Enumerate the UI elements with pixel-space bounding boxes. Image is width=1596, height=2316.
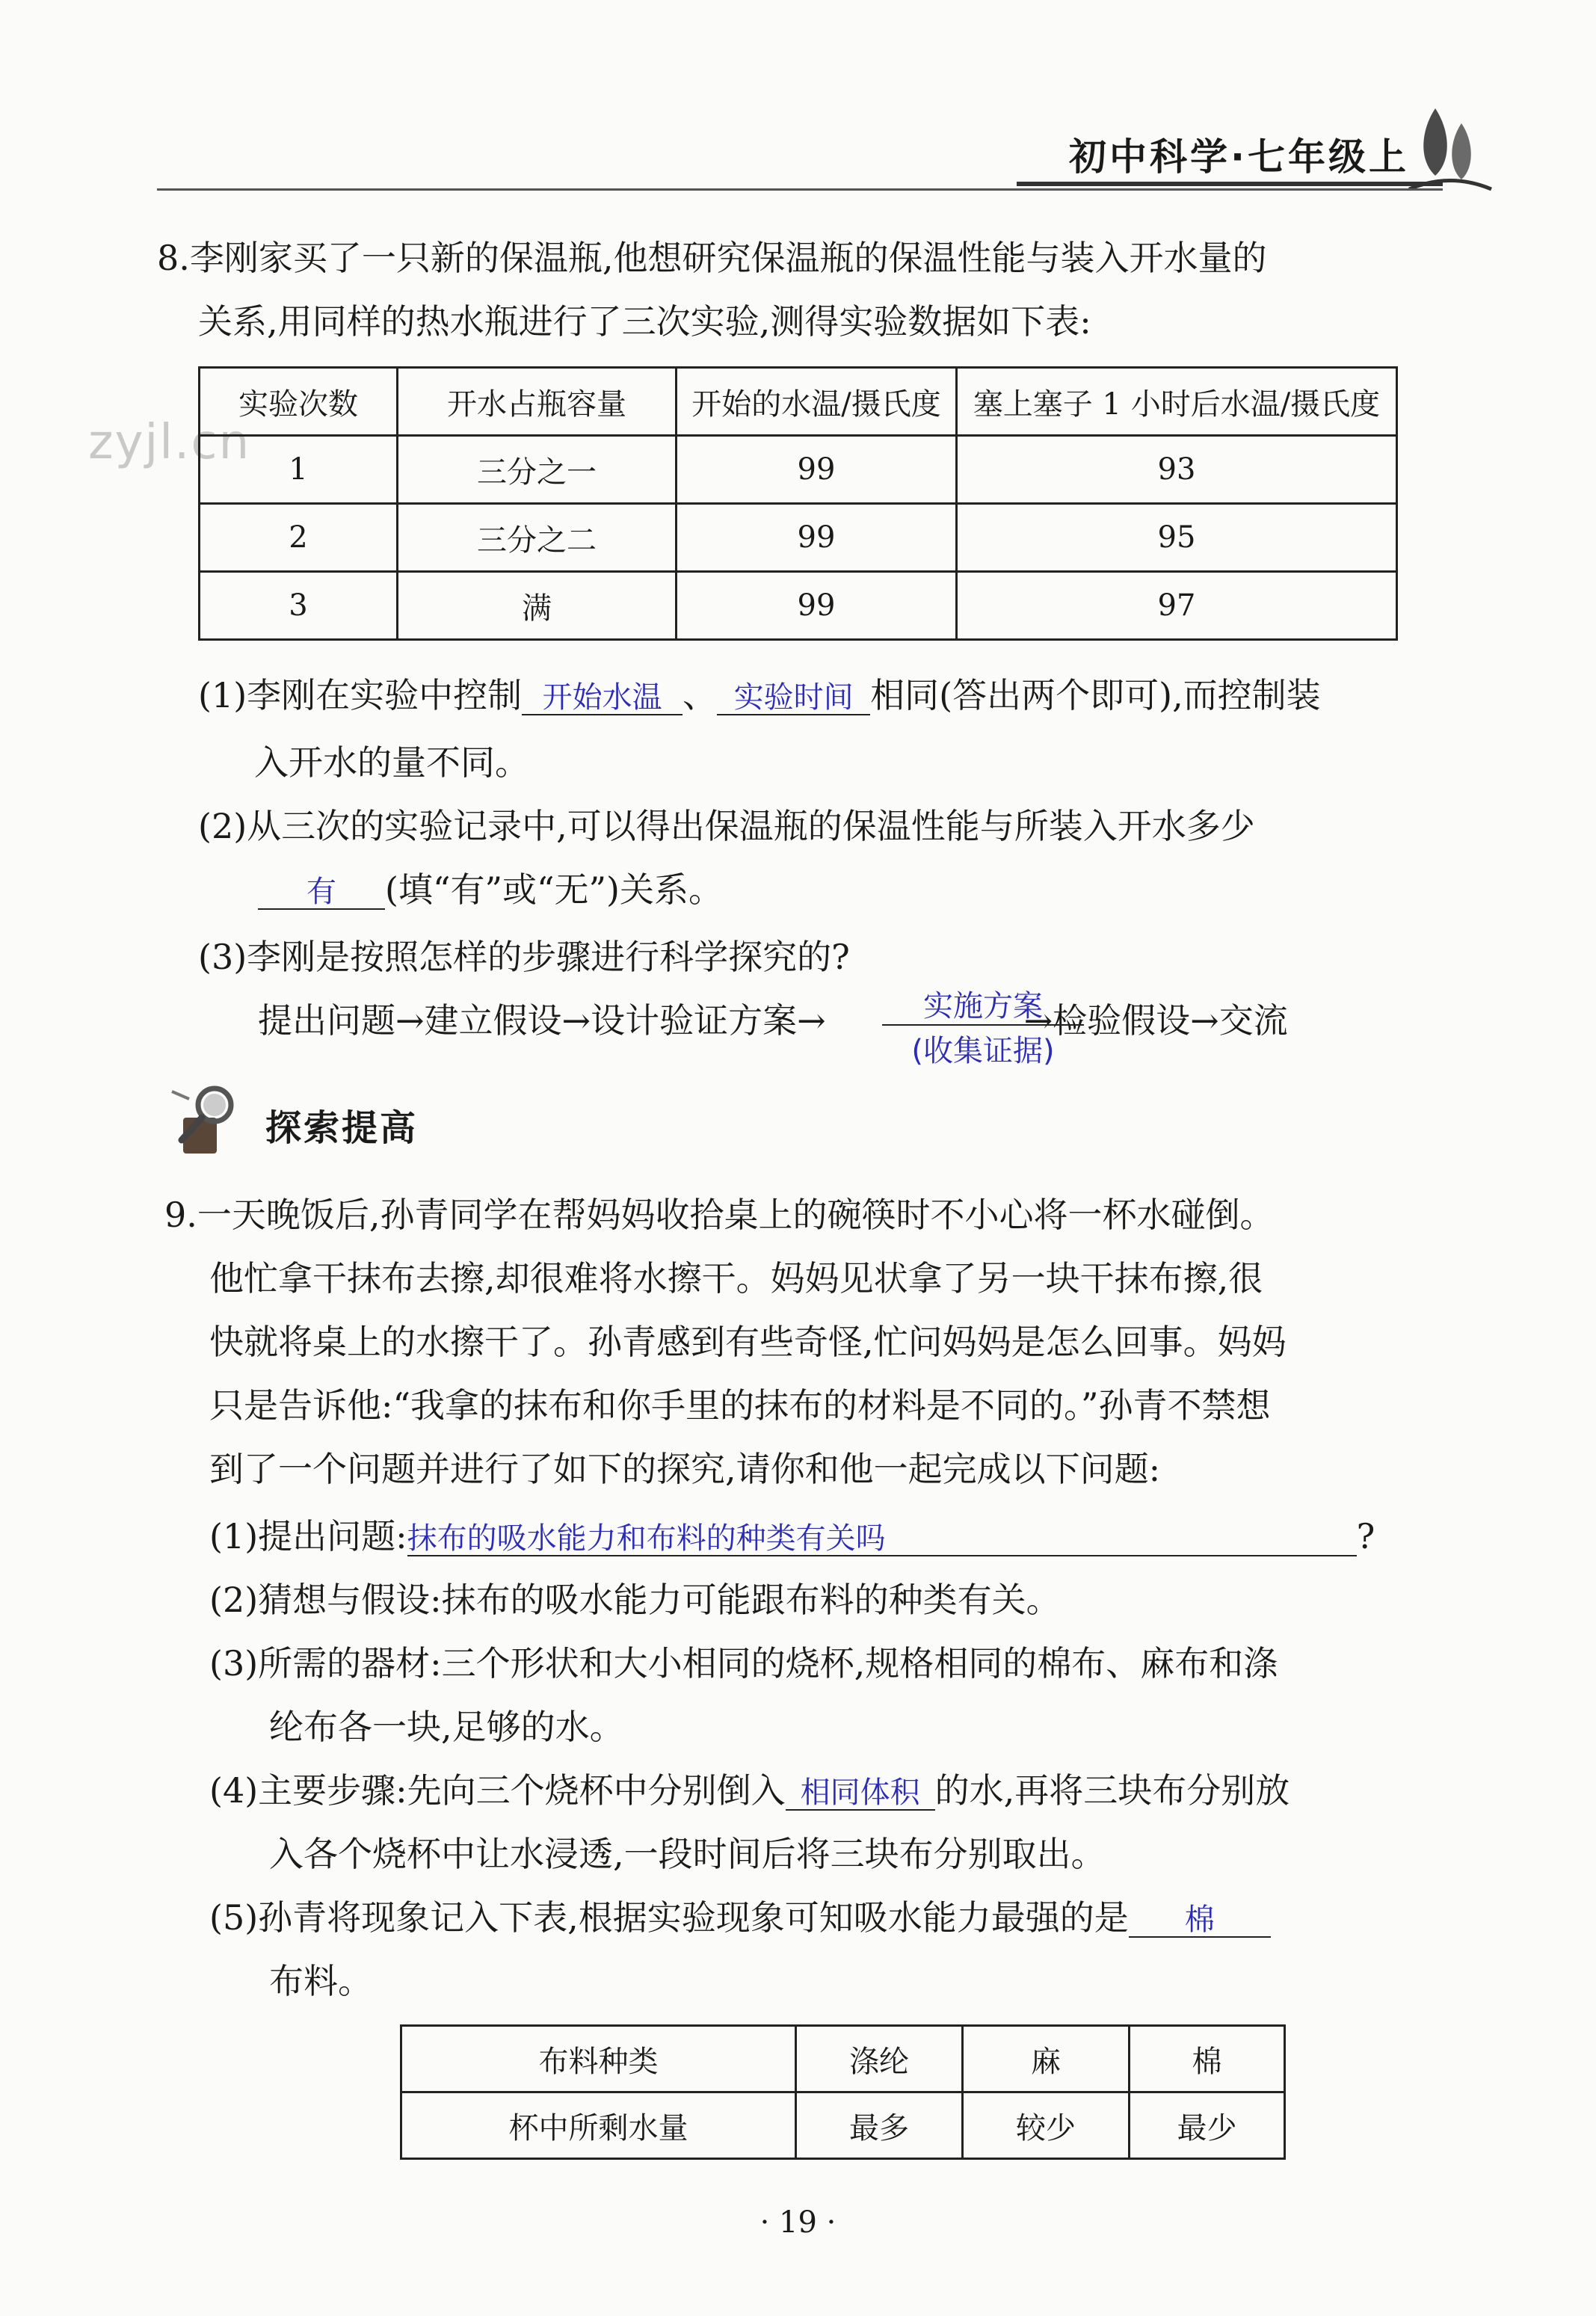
table-cell: 棉 <box>1130 2026 1285 2092</box>
header-rule-bold <box>1017 182 1443 186</box>
answer-blank: 相同体积 <box>786 1776 935 1811</box>
section-title: 探索提高 <box>265 1107 419 1149</box>
q8-p3-line1: (3)李刚是按照怎样的步骤进行科学探究的? <box>198 937 850 977</box>
table-header-cell: 开水占瓶容量 <box>398 368 677 436</box>
q9-line: 到了一个问题并进行了如下的探究,请你和他一起完成以下问题: <box>209 1449 1161 1489</box>
table-cell: 最少 <box>1130 2092 1285 2159</box>
table-cell: 3 <box>200 572 398 640</box>
q9-line: 9.一天晚饭后,孙青同学在帮妈妈收拾桌上的碗筷时不小心将一杯水碰倒。 <box>164 1195 1275 1235</box>
table-header-cell: 实验次数 <box>200 368 398 436</box>
header-rule <box>157 188 1443 191</box>
q8-p1 <box>198 673 1321 718</box>
table-row <box>200 436 1397 504</box>
q9-p4-prefix: (4)主要步骤:先向三个烧杯中分别倒入 <box>209 1770 786 1811</box>
q9-p4-line2: 入各个烧杯中让水浸透,一段时间后将三块布分别取出。 <box>269 1834 1106 1874</box>
q8-p1-sep: 、 <box>683 675 718 715</box>
q9-p1-suffix: ? <box>1356 1516 1375 1556</box>
tree-logo-icon <box>1405 101 1495 194</box>
flow-answer-bottom: (收集证据) <box>911 1034 1055 1068</box>
answer-blank: 开始水温 <box>522 681 683 715</box>
q8-line2: 关系,用同样的热水瓶进行了三次实验,测得实验数据如下表: <box>198 301 1091 342</box>
q9-p1 <box>209 1514 1375 1559</box>
q8-line1: 8.李刚家买了一只新的保温瓶,他想研究保温瓶的保温性能与装入开水量的 <box>157 238 1267 278</box>
table-cell: 1 <box>200 436 398 504</box>
table-header-row <box>200 368 1397 436</box>
q9-p5-line2: 布料。 <box>269 1961 372 2001</box>
q8-p3-prefix: 提出问题→建立假设→设计验证方案→ <box>258 1000 826 1041</box>
q9-line: 他忙拿干抹布去擦,却很难将水擦干。妈妈见状拿了另一块干抹布擦,很 <box>209 1258 1263 1299</box>
answer-blank: 有 <box>258 875 385 910</box>
watermark: zyjl.cn <box>88 415 251 470</box>
table-cell: 99 <box>677 436 957 504</box>
magnifier-book-icon <box>168 1077 247 1159</box>
table-header-cell: 开始的水温/摄氏度 <box>677 368 957 436</box>
table-row <box>401 2092 1285 2159</box>
flow-answer-top: 实施方案 <box>882 988 1084 1026</box>
table-cell: 杯中所剩水量 <box>401 2092 796 2159</box>
table-row <box>200 504 1397 572</box>
q8-p3-flow <box>258 998 1288 1043</box>
q8-p1-suffix: 相同(答出两个即可),而控制装 <box>870 675 1321 715</box>
q8-p3-suffix: →检验假设→交流 <box>1023 1000 1288 1041</box>
table-cell: 93 <box>957 436 1397 504</box>
q9-p5 <box>209 1895 1271 1940</box>
table-cell: 95 <box>957 504 1397 572</box>
table-cell: 99 <box>677 572 957 640</box>
q8-p1-line2: 入开水的量不同。 <box>254 742 529 783</box>
table-row <box>200 572 1397 640</box>
table-cell: 99 <box>677 504 957 572</box>
answer-blank: 棉 <box>1129 1903 1271 1938</box>
q9-p3-line1: (3)所需的器材:三个形状和大小相同的烧杯,规格相同的棉布、麻布和涤 <box>209 1643 1278 1684</box>
q9-p5-prefix: (5)孙青将现象记入下表,根据实验现象可知吸水能力最强的是 <box>209 1897 1129 1938</box>
table-cell: 97 <box>957 572 1397 640</box>
answer-blank: 实验时间 <box>717 681 870 715</box>
q8-p1-prefix: (1)李刚在实验中控制 <box>198 675 523 715</box>
q9-p4 <box>209 1768 1290 1813</box>
table-cell: 三分之二 <box>398 504 677 572</box>
experiment-table <box>198 366 1398 641</box>
q8-p2-line1: (2)从三次的实验记录中,可以得出保温瓶的保温性能与所装入开水多少 <box>198 806 1255 846</box>
page-number: · 19 · <box>760 2205 836 2240</box>
answer-blank: 抹布的吸水能力和布料的种类有关吗 <box>407 1522 1357 1556</box>
q9-line: 只是告诉他:“我拿的抹布和你手里的抹布的材料是不同的。”孙青不禁想 <box>209 1385 1271 1426</box>
table-cell: 涤纶 <box>796 2026 963 2092</box>
table-cell: 布料种类 <box>401 2026 796 2092</box>
fabric-table <box>400 2024 1286 2160</box>
table-cell: 三分之一 <box>398 436 677 504</box>
q8-p2-line2 <box>258 867 723 912</box>
table-row <box>401 2026 1285 2092</box>
table-cell: 2 <box>200 504 398 572</box>
q9-line: 快就将桌上的水擦干了。孙青感到有些奇怪,忙问妈妈是怎么回事。妈妈 <box>209 1322 1287 1362</box>
table-header-cell: 塞上塞子 1 小时后水温/摄氏度 <box>957 368 1397 436</box>
q9-p3-line2: 纶布各一块,足够的水。 <box>269 1707 624 1747</box>
table-cell: 满 <box>398 572 677 640</box>
table-cell: 较少 <box>963 2092 1130 2159</box>
table-cell: 麻 <box>963 2026 1130 2092</box>
q8-p2-suffix: (填“有”或“无”)关系。 <box>385 869 723 910</box>
header-title: 初中科学·七年级上 <box>1069 135 1409 179</box>
q9-p2: (2)猜想与假设:抹布的吸水能力可能跟布料的种类有关。 <box>209 1580 1061 1620</box>
q9-p1-prefix: (1)提出问题: <box>209 1516 407 1556</box>
table-cell: 最多 <box>796 2092 963 2159</box>
q9-p4-suffix: 的水,再将三块布分别放 <box>934 1770 1290 1811</box>
